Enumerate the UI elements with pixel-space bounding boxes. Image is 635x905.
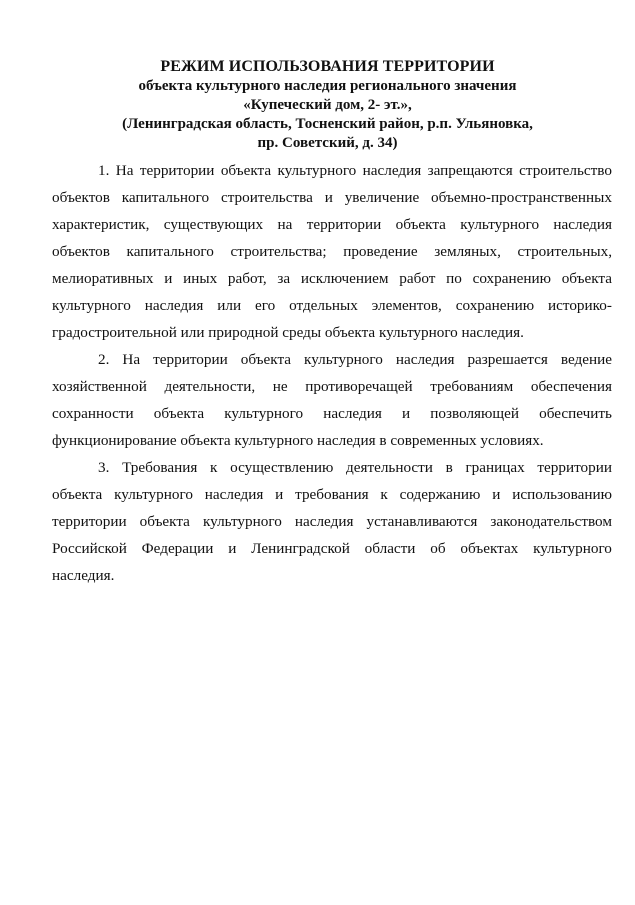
paragraph-line: территории объекта культурного наследия устанавливаются законодательством	[52, 513, 612, 530]
paragraph-3	[52, 454, 612, 589]
paragraph-line: культурного наследия или его отдельных элементов, сохранению историко-	[52, 297, 612, 314]
subtitle-line: пр. Советский, д. 34)	[257, 135, 398, 151]
paragraph-line: объектов капитального строительства и увеличение объемно-пространственных	[52, 189, 612, 206]
paragraph-line: сохранности объекта культурного наследия и позволяющей обеспечить	[52, 405, 612, 422]
paragraph-line: наследия.	[52, 567, 115, 584]
paragraph-line: объекта культурного наследия и требования к содержанию и использованию	[52, 486, 612, 503]
paragraph-line: характеристик, существующих на территории объекта культурного наследия	[52, 216, 612, 233]
paragraph-line: мелиоративных и иных работ, за исключением работ по сохранению объекта	[52, 270, 612, 287]
paragraph-line: градостроительной или природной среды объекта культурного наследия.	[52, 324, 524, 341]
paragraph-line: объектов капитального строительства; проведение земляных, строительных,	[52, 243, 612, 260]
paragraph-line: функционирование объекта культурного наследия в современных условиях.	[52, 432, 544, 449]
paragraph-line: 2. На территории объекта культурного наследия разрешается ведение	[98, 351, 612, 368]
paragraph-2	[52, 346, 612, 454]
document-body	[52, 157, 612, 589]
subtitle-line: «Купеческий дом, 2- эт.»,	[243, 97, 412, 113]
paragraph-line: Российской Федерации и Ленинградской области об объектах культурного	[52, 540, 612, 557]
paragraph-line: хозяйственной деятельности, не противоречащей требованиям обеспечения	[52, 378, 612, 395]
document-title: РЕЖИМ ИСПОЛЬЗОВАНИЯ ТЕРРИТОРИИ	[160, 58, 495, 75]
paragraph-line: 1. На территории объекта культурного наследия запрещаются строительство	[98, 162, 612, 179]
subtitle-line: объекта культурного наследия регионального значения	[138, 78, 517, 94]
subtitle-line: (Ленинградская область, Тосненский район, р.п. Ульяновка,	[122, 116, 533, 132]
paragraph-1	[52, 157, 612, 346]
paragraph-line: 3. Требования к осуществлению деятельности в границах территории	[98, 459, 612, 476]
document-heading	[50, 57, 605, 153]
